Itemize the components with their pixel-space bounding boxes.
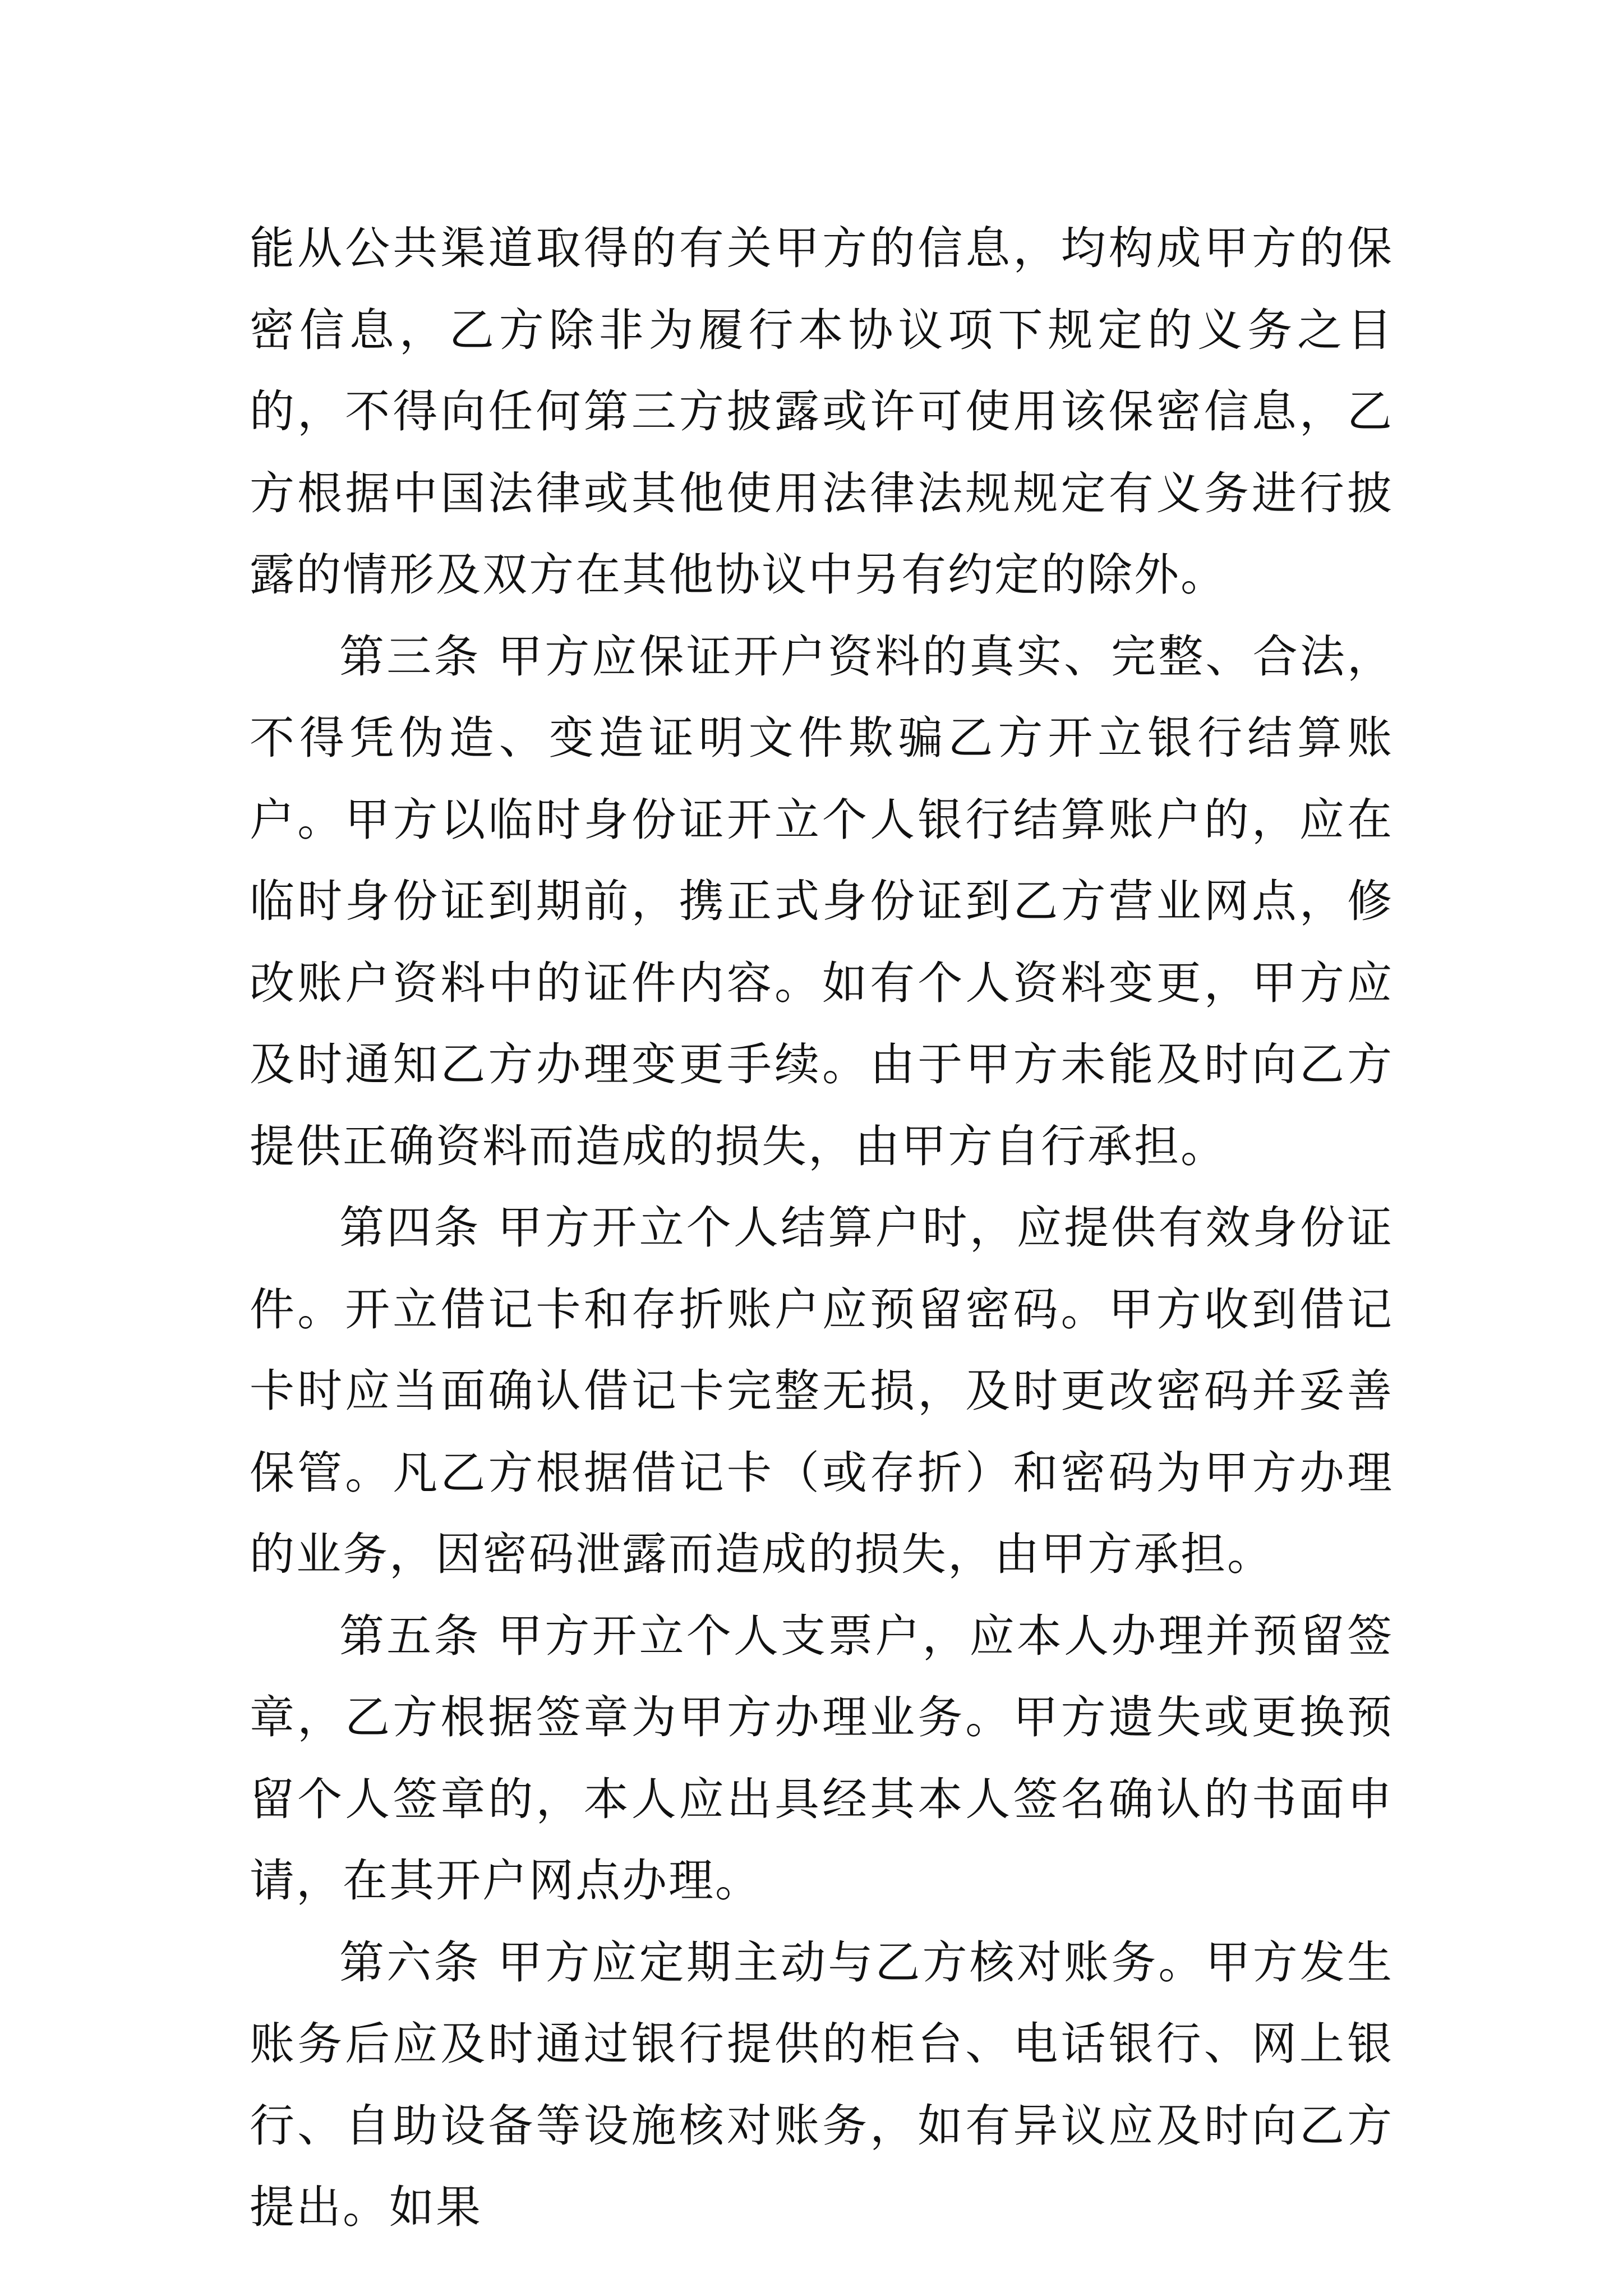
paragraph-article-5: 第五条 甲方开立个人支票户，应本人办理并预留签章，乙方根据签章为甲方办理业务。甲方遗失或更换预留个人签章的，本人应出具经其本人签名确认的书面申请，在其开户网点办理。	[250, 1609, 1394, 1907]
paragraph-article-4: 第四条 甲方开立个人结算户时，应提供有效身份证件。开立借记卡和存折账户应预留密码。甲方收到借记卡时应当面确认借记卡完整无损，及时更改密码并妥善保管。凡乙方根据借记卡（或存折）和密码为甲方办理的业务，因密码泄露而造成的损失，由甲方承担。	[250, 1202, 1394, 1580]
paragraph-article-6: 第六条 甲方应定期主动与乙方核对账务。甲方发生账务后应及时通过银行提供的柜台、电话银行、网上银行、自助设备等设施核对账务，如有异议应及时向乙方提出。如果	[250, 1936, 1394, 2233]
paragraph-continuation: 能从公共渠道取得的有关甲方的信息，均构成甲方的保密信息，乙方除非为履行本协议项下规定的义务之目的，不得向任何第三方披露或许可使用该保密信息，乙方根据中国法律或其他使用法律法规规定有义务进行披露的情形及双方在其他协议中另有约定的除外。	[250, 222, 1394, 601]
document-body	[250, 208, 1394, 2248]
paragraph-article-3: 第三条 甲方应保证开户资料的真实、完整、合法，不得凭伪造、变造证明文件欺骗乙方开立银行结算账户。甲方以临时身份证开立个人银行结算账户的，应在临时身份证到期前，携正式身份证到乙方营业网点，修改账户资料中的证件内容。如有个人资料变更，甲方应及时通知乙方办理变更手续。由于甲方未能及时向乙方提供正确资料而造成的损失，由甲方自行承担。	[250, 630, 1394, 1172]
